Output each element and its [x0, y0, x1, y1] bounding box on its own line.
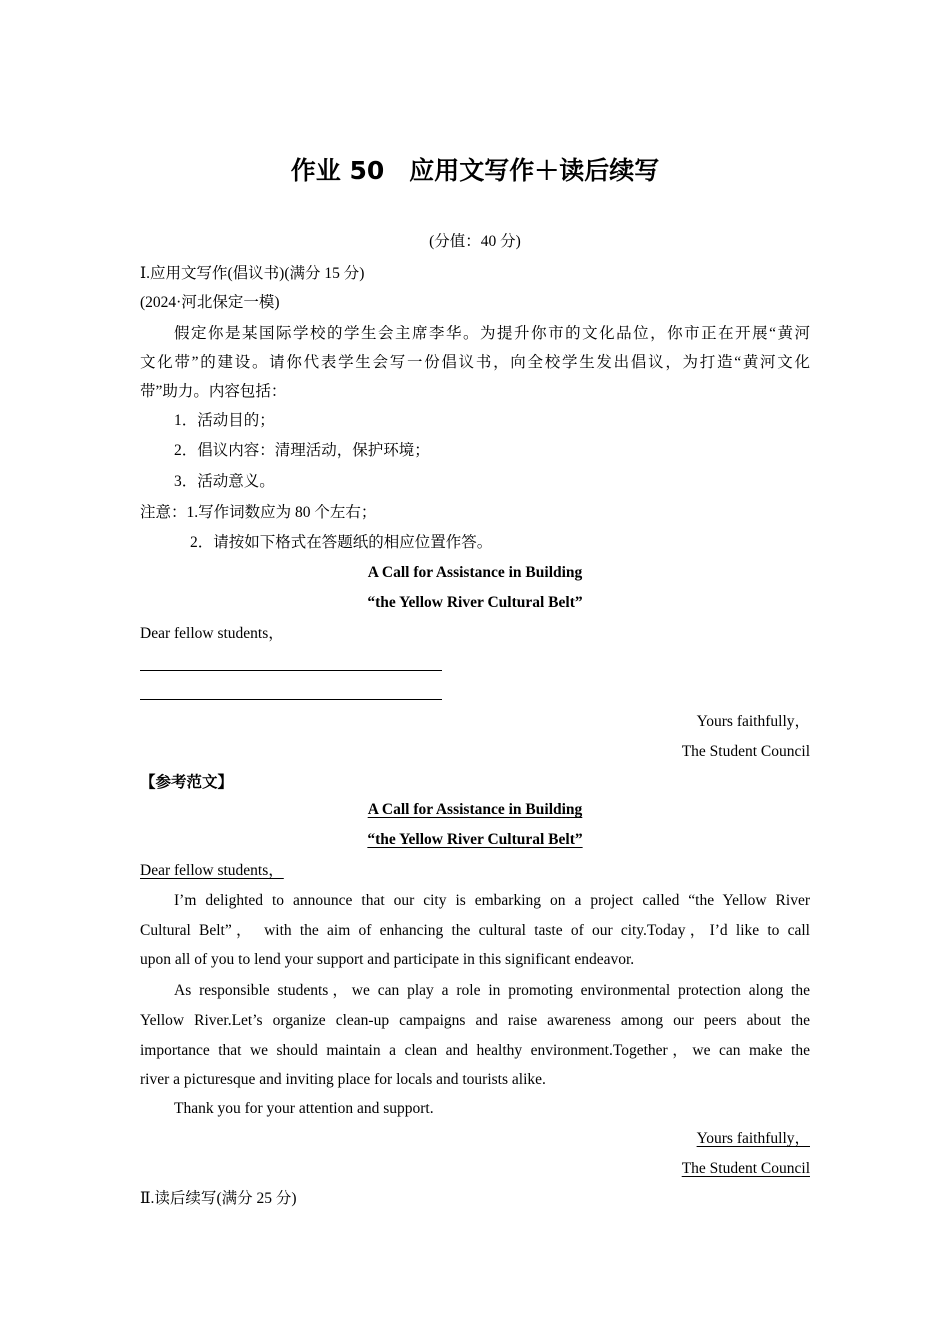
part1-heading-suffix: (倡议书)(满分 15 分) [227, 265, 365, 282]
reference-title-line: “the Yellow River Cultural Belt” [367, 831, 583, 848]
letter-greeting: Dear fellow students， [140, 625, 284, 642]
part2-heading [140, 1188, 810, 1209]
reference-closing [140, 1129, 810, 1149]
part2-heading-suffix: (满分 25 分) [216, 1190, 297, 1207]
reference-closing-text: Yours faithfully， [696, 1130, 810, 1147]
reference-paragraph-line: Yellow River.Let’s organize clean-up campaigns and raise awareness among our peers about the [140, 1012, 810, 1029]
reference-title [140, 800, 810, 820]
note-line: 注意：1.写作词数应为 80 个左右； [140, 504, 377, 521]
reference-label: 【参考范文】 [140, 773, 234, 791]
prompt-line: 带”助力。内容包括： [140, 383, 287, 400]
reference-paragraph-line: As responsible students，we can play a role in promoting environmental protection along the [174, 982, 810, 999]
prompt-line: 文化带”的建设。请你代表学生会写一份倡议书，向全校学生发出倡议，为打造“黄河文化 [140, 354, 810, 371]
score-note: (分值：40 分) [429, 233, 521, 250]
reference-paragraph-line: importance that we should maintain a clean and healthy environment.Together，we can make the [140, 1042, 810, 1059]
prompt-item: 1．活动目的； [174, 412, 275, 429]
part1-heading [140, 263, 810, 284]
prompt-item: 2．倡议内容：清理活动，保护环境； [174, 442, 430, 459]
answer-blank-line [140, 699, 442, 700]
part1-heading-label: 应用文写作 [150, 264, 228, 282]
page-title: 作业 50 应用文写作＋读后续写 [290, 156, 660, 185]
answer-blank-line [140, 670, 442, 671]
part1-source: (2024·河北保定一模) [140, 294, 280, 311]
part2-heading-label: 读后续写 [154, 1189, 217, 1207]
reference-paragraph-line: river a picturesque and inviting place for locals and tourists alike. [140, 1071, 546, 1088]
reference-paragraph-line: Thank you for your attention and support. [174, 1100, 434, 1117]
reference-paragraph-line: Cultural Belt”， with the aim of enhancing the cultural taste of our city.Today，I’d like to call [140, 922, 810, 939]
reference-title-line: A Call for Assistance in Building [367, 801, 583, 818]
letter-title: “the Yellow River Cultural Belt” [367, 594, 583, 611]
part1-heading-number: Ⅰ. [140, 265, 150, 282]
reference-greeting [140, 861, 810, 881]
reference-signature [140, 1159, 810, 1179]
prompt-item: 3．活动意义。 [174, 473, 275, 490]
reference-title [140, 830, 810, 850]
part2-heading-number: Ⅱ. [140, 1190, 155, 1207]
reference-signature-text: The Student Council [681, 1160, 810, 1177]
reference-greeting-text: Dear fellow students， [140, 862, 284, 879]
prompt-line: 假定你是某国际学校的学生会主席李华。为提升你市的文化品位，你市正在开展“黄河 [174, 325, 810, 342]
letter-signature: The Student Council [681, 743, 810, 760]
letter-closing: Yours faithfully， [696, 713, 810, 730]
letter-title: A Call for Assistance in Building [367, 564, 583, 581]
reference-paragraph-line: upon all of you to lend your support and participate in this significant endeavor. [140, 951, 635, 968]
note-line: 2．请按如下格式在答题纸的相应位置作答。 [190, 534, 493, 551]
reference-paragraph-line: I’m delighted to announce that our city is embarking on a project called “the Yellow River [174, 892, 810, 909]
